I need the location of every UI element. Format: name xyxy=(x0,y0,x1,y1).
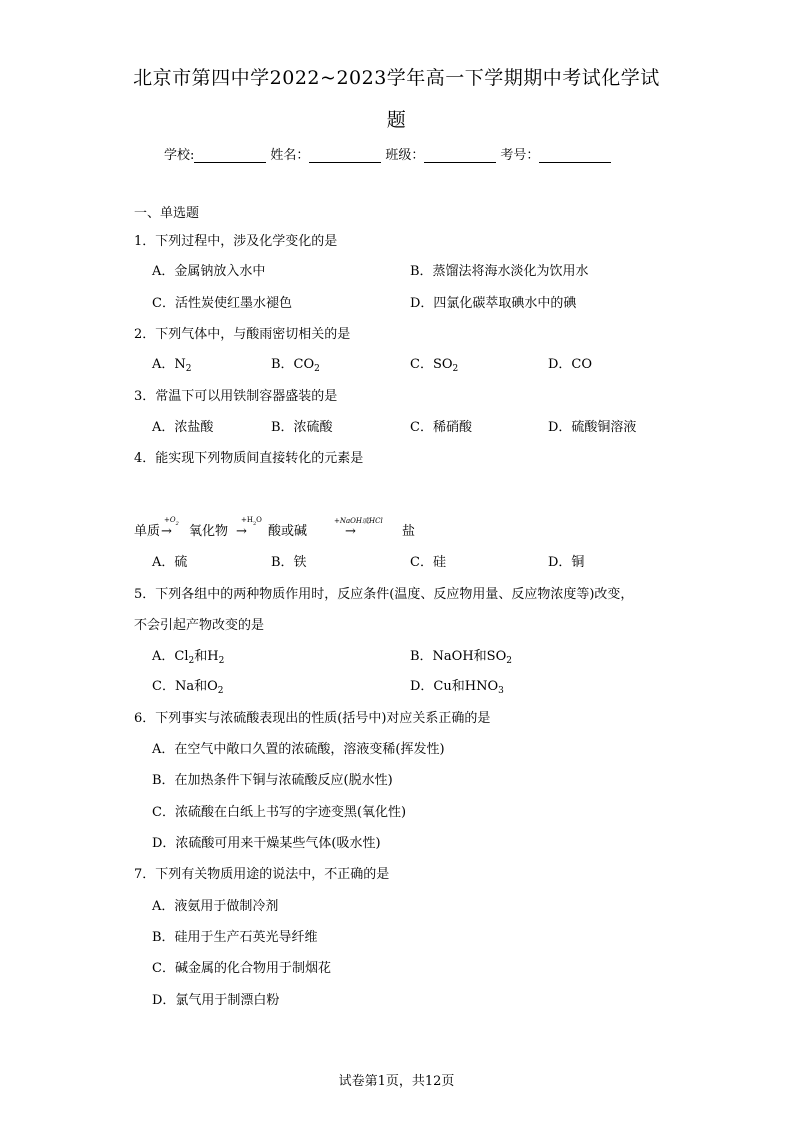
q6-option-b: B．在加热条件下铜与浓硫酸反应(脱水性) xyxy=(152,773,393,788)
q3-option-a: A．浓盐酸 xyxy=(152,420,214,435)
q4-chain-arrow-2: → xyxy=(236,524,247,539)
q2-option-d: D．CO xyxy=(548,357,593,372)
q7-stem: 7．下列有关物质用途的说法中，不正确的是 xyxy=(134,867,390,882)
q7-option-b: B．硅用于生产石英光导纤维 xyxy=(152,930,318,945)
q6-stem: 6．下列事实与浓硫酸表现出的性质(括号中)对应关系正确的是 xyxy=(134,711,491,726)
q3-option-c: C．稀硝酸 xyxy=(410,420,472,435)
q4-option-a: A．硫 xyxy=(152,555,188,570)
q4-chain-substance-4: 盐 xyxy=(402,524,416,539)
q4-reagent-1: $+O_2$ xyxy=(164,516,179,527)
class-blank[interactable] xyxy=(424,148,496,163)
exam-title-line1: 北京市第四中学2022~2023学年高一下学期期中考试化学试 xyxy=(133,67,660,89)
q2-option-b: B．$CO_2$ xyxy=(271,357,320,374)
q4-option-b: B．铁 xyxy=(271,555,307,570)
q4-reagent-3: +NaOH或HCl xyxy=(334,517,383,525)
q2-option-c: C．$SO_2$ xyxy=(410,357,459,374)
q4-stem: 4．能实现下列物质间直接转化的元素是 xyxy=(134,451,364,466)
q4-chain-substance-3: 酸或碱 xyxy=(268,524,308,539)
q1-option-c: C．活性炭使红墨水褪色 xyxy=(152,296,292,311)
exam-number-label: 考号： xyxy=(500,148,540,163)
q5-stem-line1: 5．下列各组中的两种物质作用时，反应条件(温度、反应物用量、反应物浓度等)改变， xyxy=(134,587,634,602)
q2-option-a: A．$N_2$ xyxy=(152,357,192,374)
class-label: 班级： xyxy=(385,148,425,163)
q4-chain-arrow-1: → xyxy=(161,524,172,539)
q4-chain-arrow-3: → xyxy=(345,524,356,539)
school-blank[interactable] xyxy=(194,148,266,163)
q3-stem: 3．常温下可以用铁制容器盛装的是 xyxy=(134,389,338,404)
q7-option-c: C．碱金属的化合物用于制烟花 xyxy=(152,961,331,976)
q1-option-b: B．蒸馏法将海水淡化为饮用水 xyxy=(410,264,589,279)
q3-option-b: B．浓硫酸 xyxy=(271,420,333,435)
q6-option-a: A．在空气中敞口久置的浓硫酸，溶液变稀(挥发性) xyxy=(152,742,445,757)
q4-chain-substance-2: 氧化物 xyxy=(189,524,229,539)
name-label: 姓名： xyxy=(270,148,310,163)
q4-option-c: C．硅 xyxy=(410,555,446,570)
page-footer: 试卷第1页，共12页 xyxy=(338,1074,455,1089)
q1-option-a: A．金属钠放入水中 xyxy=(152,264,266,279)
q3-option-d: D．硫酸铜溶液 xyxy=(548,420,637,435)
section-heading: 一、单选题 xyxy=(134,206,200,221)
q4-reagent-2: $+H_2O$ xyxy=(241,516,262,527)
q1-option-d: D．四氯化碳萃取碘水中的碘 xyxy=(410,296,577,311)
q5-option-a: A．$Cl_2$和$H_2$ xyxy=(152,649,225,666)
q7-option-d: D．氯气用于制漂白粉 xyxy=(152,993,280,1008)
q1-stem: 1．下列过程中，涉及化学变化的是 xyxy=(134,234,338,249)
q2-stem: 2．下列气体中，与酸雨密切相关的是 xyxy=(134,327,351,342)
q7-option-a: A．液氨用于做制冷剂 xyxy=(152,899,279,914)
name-blank[interactable] xyxy=(309,148,381,163)
q5-option-c: C．Na和$O_2$ xyxy=(152,679,224,696)
q5-option-b: B．NaOH和$SO_2$ xyxy=(410,649,512,666)
student-info-fields xyxy=(162,144,613,163)
q5-stem-line2: 不会引起产物改变的是 xyxy=(134,618,265,633)
q4-chain-substance-1: 单质 xyxy=(134,524,161,539)
q6-option-c: C．浓硫酸在白纸上书写的字迹变黑(氧化性) xyxy=(152,805,407,820)
school-label: 学校: xyxy=(164,148,195,163)
q4-option-d: D．铜 xyxy=(548,555,585,570)
q6-option-d: D．浓硫酸可用来干燥某些气体(吸水性) xyxy=(152,836,381,851)
exam-number-blank[interactable] xyxy=(539,148,611,163)
q5-option-d: D．Cu和$HNO_3$ xyxy=(410,679,504,696)
exam-title-line2: 题 xyxy=(386,109,407,131)
